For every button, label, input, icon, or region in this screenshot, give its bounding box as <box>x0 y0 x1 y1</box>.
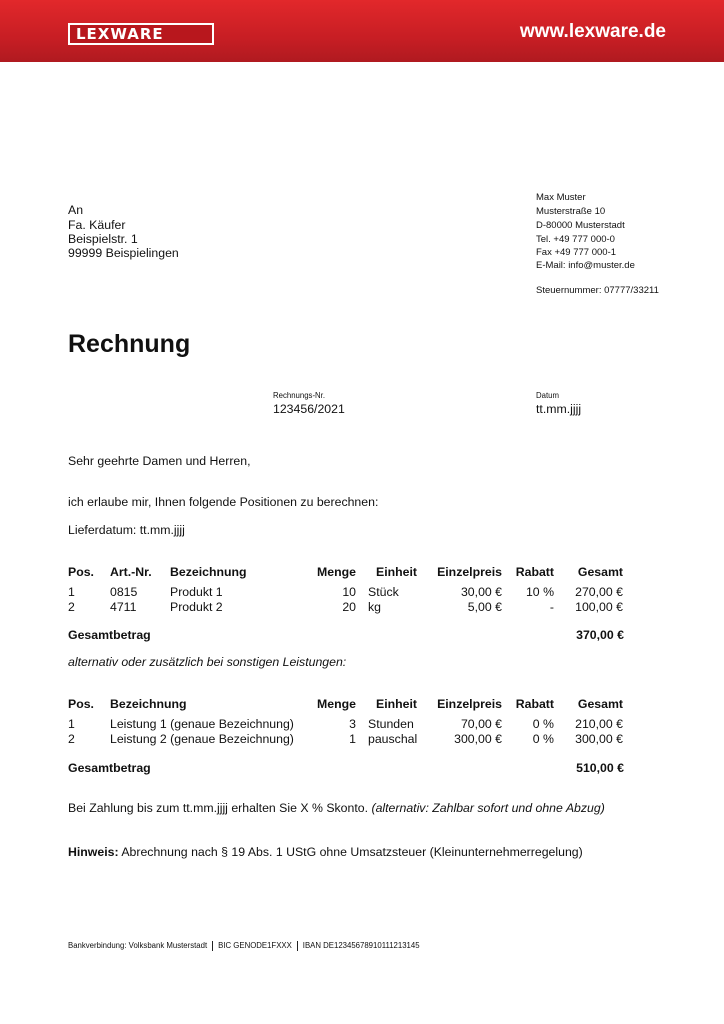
lexware-logo <box>68 23 214 45</box>
row-pos: 2 <box>68 732 75 746</box>
row-discount: 10 % <box>525 585 554 599</box>
col-pos: Pos. <box>68 565 94 579</box>
table-row <box>68 732 624 747</box>
row-unit: kg <box>368 600 381 614</box>
invoice-date: tt.mm.jjjj <box>536 402 582 416</box>
tax-note <box>68 845 583 859</box>
col-quantity: Menge <box>317 565 356 579</box>
col-total: Gesamt <box>577 697 623 711</box>
row-pos: 2 <box>68 600 75 614</box>
invoice-number: 123456/2021 <box>273 402 345 416</box>
col-pos: Pos. <box>68 697 94 711</box>
invoice-date-label: Datum <box>536 391 559 400</box>
row-art-nr: 0815 <box>110 585 138 599</box>
row-description: Produkt 2 <box>170 600 223 614</box>
footer-separator <box>297 941 298 951</box>
document-title: Rechnung <box>68 330 191 358</box>
recipient-line-4: 99999 Beispielingen <box>68 246 179 260</box>
row-quantity: 1 <box>349 732 356 746</box>
products-total-amount: 370,00 € <box>576 628 624 642</box>
services-total-row <box>68 761 624 775</box>
col-unit: Einheit <box>376 697 417 711</box>
sender-street: Musterstraße 10 <box>536 206 606 217</box>
col-total: Gesamt <box>577 565 623 579</box>
row-unit-price: 30,00 € <box>460 585 502 599</box>
services-total-label: Gesamtbetrag <box>68 761 151 775</box>
table-row <box>68 585 624 600</box>
recipient-line-1: An <box>68 203 84 217</box>
row-art-nr: 4711 <box>110 600 137 614</box>
tax-note-label: Hinweis: <box>68 845 119 859</box>
alternative-services-note: alternativ oder zusätzlich bei sonstigen Leistungen: <box>68 655 347 669</box>
row-discount: 0 % <box>532 732 554 746</box>
products-header-row <box>68 565 624 585</box>
row-description: Leistung 2 (genaue Bezeichnung) <box>110 732 294 746</box>
row-total: 270,00 € <box>575 585 623 599</box>
products-table <box>68 565 624 615</box>
row-description: Produkt 1 <box>170 585 223 599</box>
logo-text: LEXWARE <box>70 25 212 43</box>
greeting: Sehr geehrte Damen und Herren, <box>68 454 251 468</box>
col-discount: Rabatt <box>515 697 554 711</box>
row-unit-price: 70,00 € <box>460 717 502 731</box>
row-description: Leistung 1 (genaue Bezeichnung) <box>110 717 294 731</box>
row-total: 210,00 € <box>575 717 623 731</box>
row-pos: 1 <box>68 585 75 599</box>
row-unit-price: 5,00 € <box>467 600 502 614</box>
brand-header <box>0 0 724 62</box>
row-pos: 1 <box>68 717 75 731</box>
row-quantity: 10 <box>342 585 356 599</box>
col-description: Bezeichnung <box>170 565 247 579</box>
services-table <box>68 697 624 747</box>
row-unit: pauschal <box>368 732 418 746</box>
sender-name: Max Muster <box>536 192 586 203</box>
row-total: 300,00 € <box>575 732 623 746</box>
sender-email: E-Mail: info@muster.de <box>536 260 635 271</box>
row-discount: 0 % <box>532 717 554 731</box>
col-unit: Einheit <box>376 565 417 579</box>
recipient-line-3: Beispielstr. 1 <box>68 232 138 246</box>
bank-bic: BIC GENODE1FXXX <box>218 941 292 951</box>
products-total-row <box>68 628 624 642</box>
footer-separator <box>212 941 213 951</box>
col-quantity: Menge <box>317 697 356 711</box>
col-discount: Rabatt <box>515 565 554 579</box>
sender-tax-number: Steuernummer: 07777/33211 <box>536 285 659 296</box>
table-row <box>68 600 624 615</box>
payment-terms-alternative: (alternativ: Zahlbar sofort und ohne Abzug) <box>371 801 605 815</box>
row-unit: Stück <box>368 585 399 599</box>
bank-footer <box>68 941 420 951</box>
website-url: www.lexware.de <box>519 21 666 42</box>
sender-phone: Tel. +49 777 000-0 <box>536 234 615 245</box>
row-unit: Stunden <box>368 717 414 731</box>
bank-iban: IBAN DE12345678910111213145 <box>302 941 420 951</box>
recipient-line-2: Fa. Käufer <box>68 218 126 232</box>
col-unit-price: Einzelpreis <box>437 565 502 579</box>
sender-city: D-80000 Musterstadt <box>536 220 625 231</box>
col-description: Bezeichnung <box>110 697 187 711</box>
intro-text: ich erlaube mir, Ihnen folgende Positionen zu berechnen: <box>68 495 379 509</box>
bank-name: Bankverbindung: Volksbank Musterstadt <box>68 941 208 951</box>
row-unit-price: 300,00 € <box>454 732 502 746</box>
products-total-label: Gesamtbetrag <box>68 628 151 642</box>
col-art-nr: Art.-Nr. <box>110 565 152 579</box>
table-row <box>68 717 624 732</box>
row-total: 100,00 € <box>575 600 623 614</box>
row-quantity: 3 <box>349 717 356 731</box>
sender-fax: Fax +49 777 000-1 <box>536 247 617 258</box>
row-discount: - <box>549 600 554 614</box>
delivery-date: Lieferdatum: tt.mm.jjjj <box>68 523 185 537</box>
row-quantity: 20 <box>342 600 356 614</box>
tax-note-text: Abrechnung nach § 19 Abs. 1 UStG ohne Umsatzsteuer (Kleinunternehmerregelung) <box>121 845 583 859</box>
col-unit-price: Einzelpreis <box>437 697 502 711</box>
invoice-number-label: Rechnungs-Nr. <box>273 391 326 400</box>
services-header-row <box>68 697 624 717</box>
payment-terms-text: Bei Zahlung bis zum tt.mm.jjjj erhalten Sie X % Skonto. <box>68 801 369 815</box>
payment-terms <box>68 801 605 815</box>
services-total-amount: 510,00 € <box>576 761 624 775</box>
